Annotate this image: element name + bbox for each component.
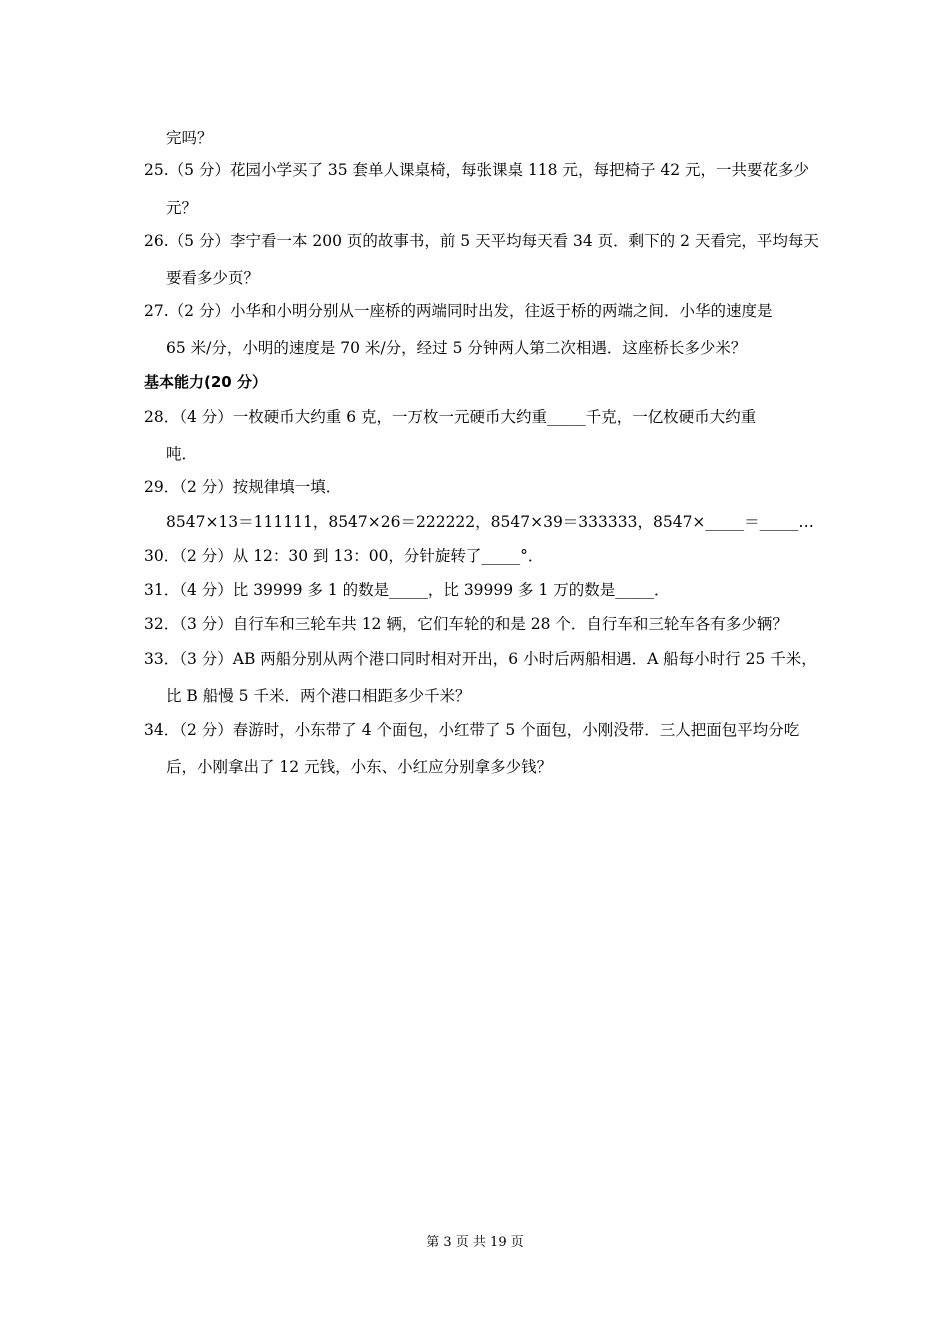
question-32: 32．（3 分）自行车和三轮车共 12 辆，它们车轮的和是 28 个．自行车和三轮车各有多少辆？	[144, 615, 788, 633]
question-27: 27.（2 分）小华和小明分别从一座桥的两端同时出发，往返于桥的两端之间．小华的速度是	[144, 302, 773, 320]
question-28: 28．（4 分）一枚硬币大约重 6 克，一万枚一元硬币大约重_____千克，一亿枚硬币大约重	[144, 408, 757, 426]
text-line: 元？	[166, 199, 198, 217]
page-footer: 第 3 页 共 19 页	[426, 1235, 524, 1250]
question-34: 34．（2 分）春游时，小东带了 4 个面包，小红带了 5 个面包，小刚没带．三人把面包平均分吃	[144, 721, 800, 739]
text-line: 吨．	[166, 445, 198, 463]
text-line: 完吗？	[166, 129, 213, 147]
question-25: 25.（5 分）花园小学买了 35 套单人课桌椅，每张课桌 118 元，每把椅子 42 元，一共要花多少	[144, 161, 810, 179]
question-29: 29．（2 分）按规律填一填．	[144, 478, 342, 496]
question-31: 31．（4 分）比 39999 多 1 的数是_____，比 39999 多 1 万的数是_____．	[144, 581, 670, 599]
question-26: 26.（5 分）李宁看一本 200 页的故事书，前 5 天平均每天看 34 页．剩下的 2 天看完，平均每天	[144, 232, 819, 250]
question-30: 30．（2 分）从 12：30 到 13：00，分针旋转了_____°．	[144, 547, 544, 565]
section-heading: 基本能力(20 分）	[144, 373, 267, 391]
text-line: 65 米/分，小明的速度是 70 米/分，经过 5 分钟两人第二次相遇．这座桥长多少米？	[166, 339, 747, 357]
text-line: 8547×13＝111111，8547×26＝222222，8547×39＝333333，8547×_____＝_____…	[166, 513, 814, 531]
question-33: 33．（3 分）AB 两船分别从两个港口同时相对开出，6 小时后两船相遇．A 船每小时行 25 千米，	[144, 650, 817, 668]
text-line: 比 B 船慢 5 千米．两个港口相距多少千米？	[166, 687, 471, 705]
text-line: 后，小刚拿出了 12 元钱，小东、小红应分别拿多少钱？	[166, 758, 553, 776]
text-line: 要看多少页？	[166, 269, 260, 287]
